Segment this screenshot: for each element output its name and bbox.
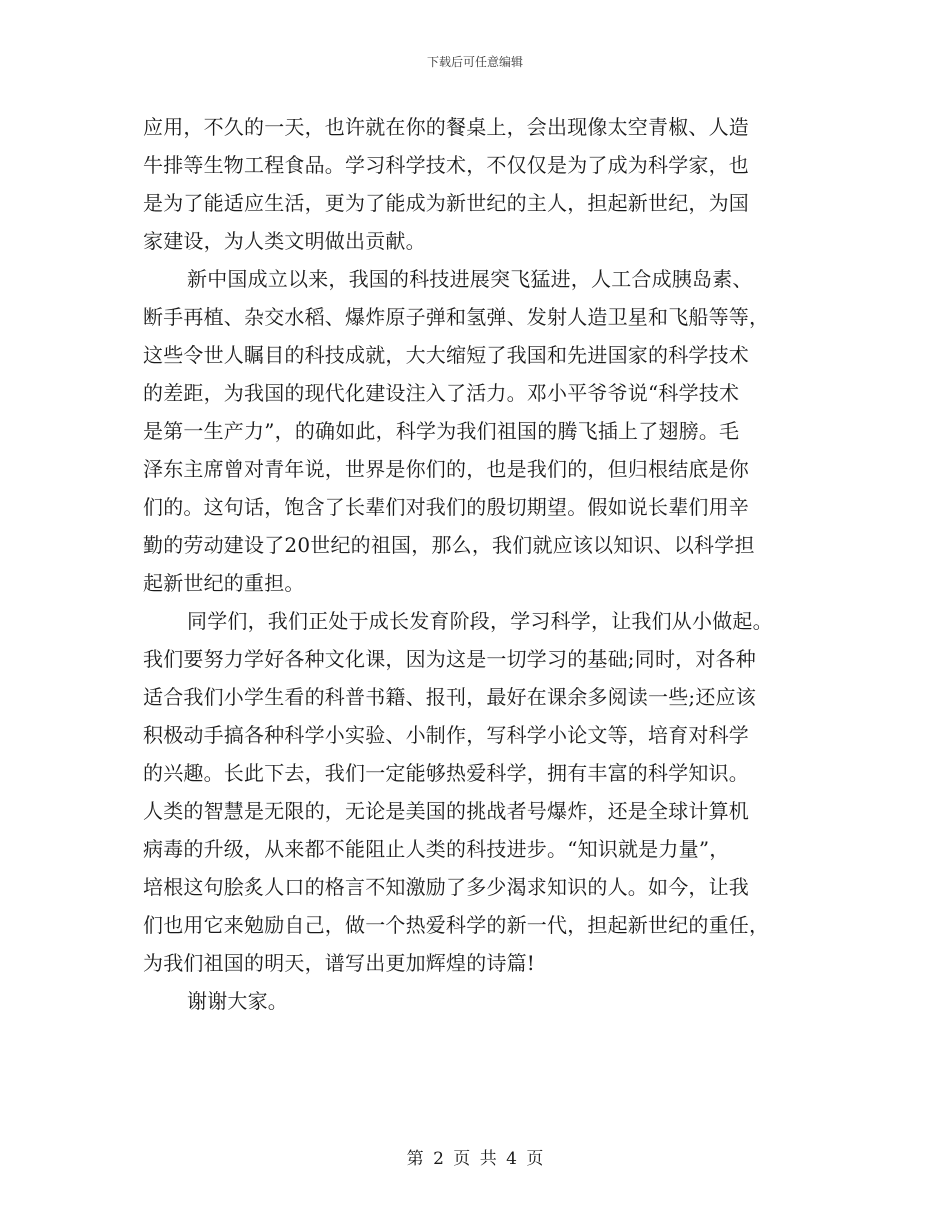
text-line: 家建设，为人类文明做出贡献。 [143,229,426,253]
text-line: 人类的智慧是无限的，无论是美国的挑战者号爆炸，还是全球计算机 [143,799,749,823]
text-line: 为我们祖国的明天，谱写出更加辉煌的诗篇! [143,951,536,975]
text-line: 是第一生产力”，的确如此，科学为我们祖国的腾飞插上了翅膀。毛 [143,419,740,443]
text-line: 们也用它来勉励自己，做一个热爱科学的新一代，担起新世纪的重任， [143,913,770,937]
text-line: 的兴趣。长此下去，我们一定能够热爱科学，拥有丰富的科学知识。 [143,761,749,785]
text-line: 培根这句脍炙人口的格言不知激励了多少渴求知识的人。如今，让我 [143,875,749,899]
text-line: 起新世纪的重担。 [143,571,305,595]
closing-line: 谢谢大家。 [187,989,288,1013]
text-line: 是为了能适应生活，更为了能成为新世纪的主人，担起新世纪，为国 [143,191,749,215]
text-line: 断手再植、杂交水稻、爆炸原子弹和氢弹、发射人造卫星和飞船等等， [143,305,770,329]
text-line: 适合我们小学生看的科普书籍、报刊，最好在课余多阅读一些;还应该 [143,685,756,709]
page-number-footer: 第 2 页 共 4 页 [406,1149,544,1169]
text-line: 这些令世人瞩目的科技成就，大大缩短了我国和先进国家的科学技术 [143,343,749,367]
paragraph-start-line: 同学们，我们正处于成长发育阶段，学习科学，让我们从小做起。 [187,609,773,633]
text-line: 的差距，为我国的现代化建设注入了活力。邓小平爷爷说“科学技术 [143,381,740,405]
text-line: 应用，不久的一天，也许就在你的餐桌上，会出现像太空青椒、人造 [143,115,749,139]
text-line: 勤的劳动建设了20世纪的祖国，那么，我们就应该以知识、以科学担 [143,533,755,557]
text-line: 积极动手搞各种科学小实验、小制作，写科学小论文等，培育对科学 [143,723,749,747]
text-line: 泽东主席曾对青年说，世界是你们的，也是我们的，但归根结底是你 [143,457,749,481]
text-line: 们的。这句话，饱含了长辈们对我们的殷切期望。假如说长辈们用辛 [143,495,749,519]
text-line: 病毒的升级，从来都不能阻止人类的科技进步。“知识就是力量”， [143,837,730,861]
text-line: 我们要努力学好各种文化课，因为这是一切学习的基础;同时，对各种 [143,647,756,671]
text-line: 牛排等生物工程食品。学习科学技术，不仅仅是为了成为科学家，也 [143,153,749,177]
paragraph-start-line: 新中国成立以来，我国的科技进展突飞猛进，人工合成胰岛素、 [187,267,753,291]
document-body [143,108,811,1020]
page-header-note: 下载后可任意编辑 [426,55,523,69]
